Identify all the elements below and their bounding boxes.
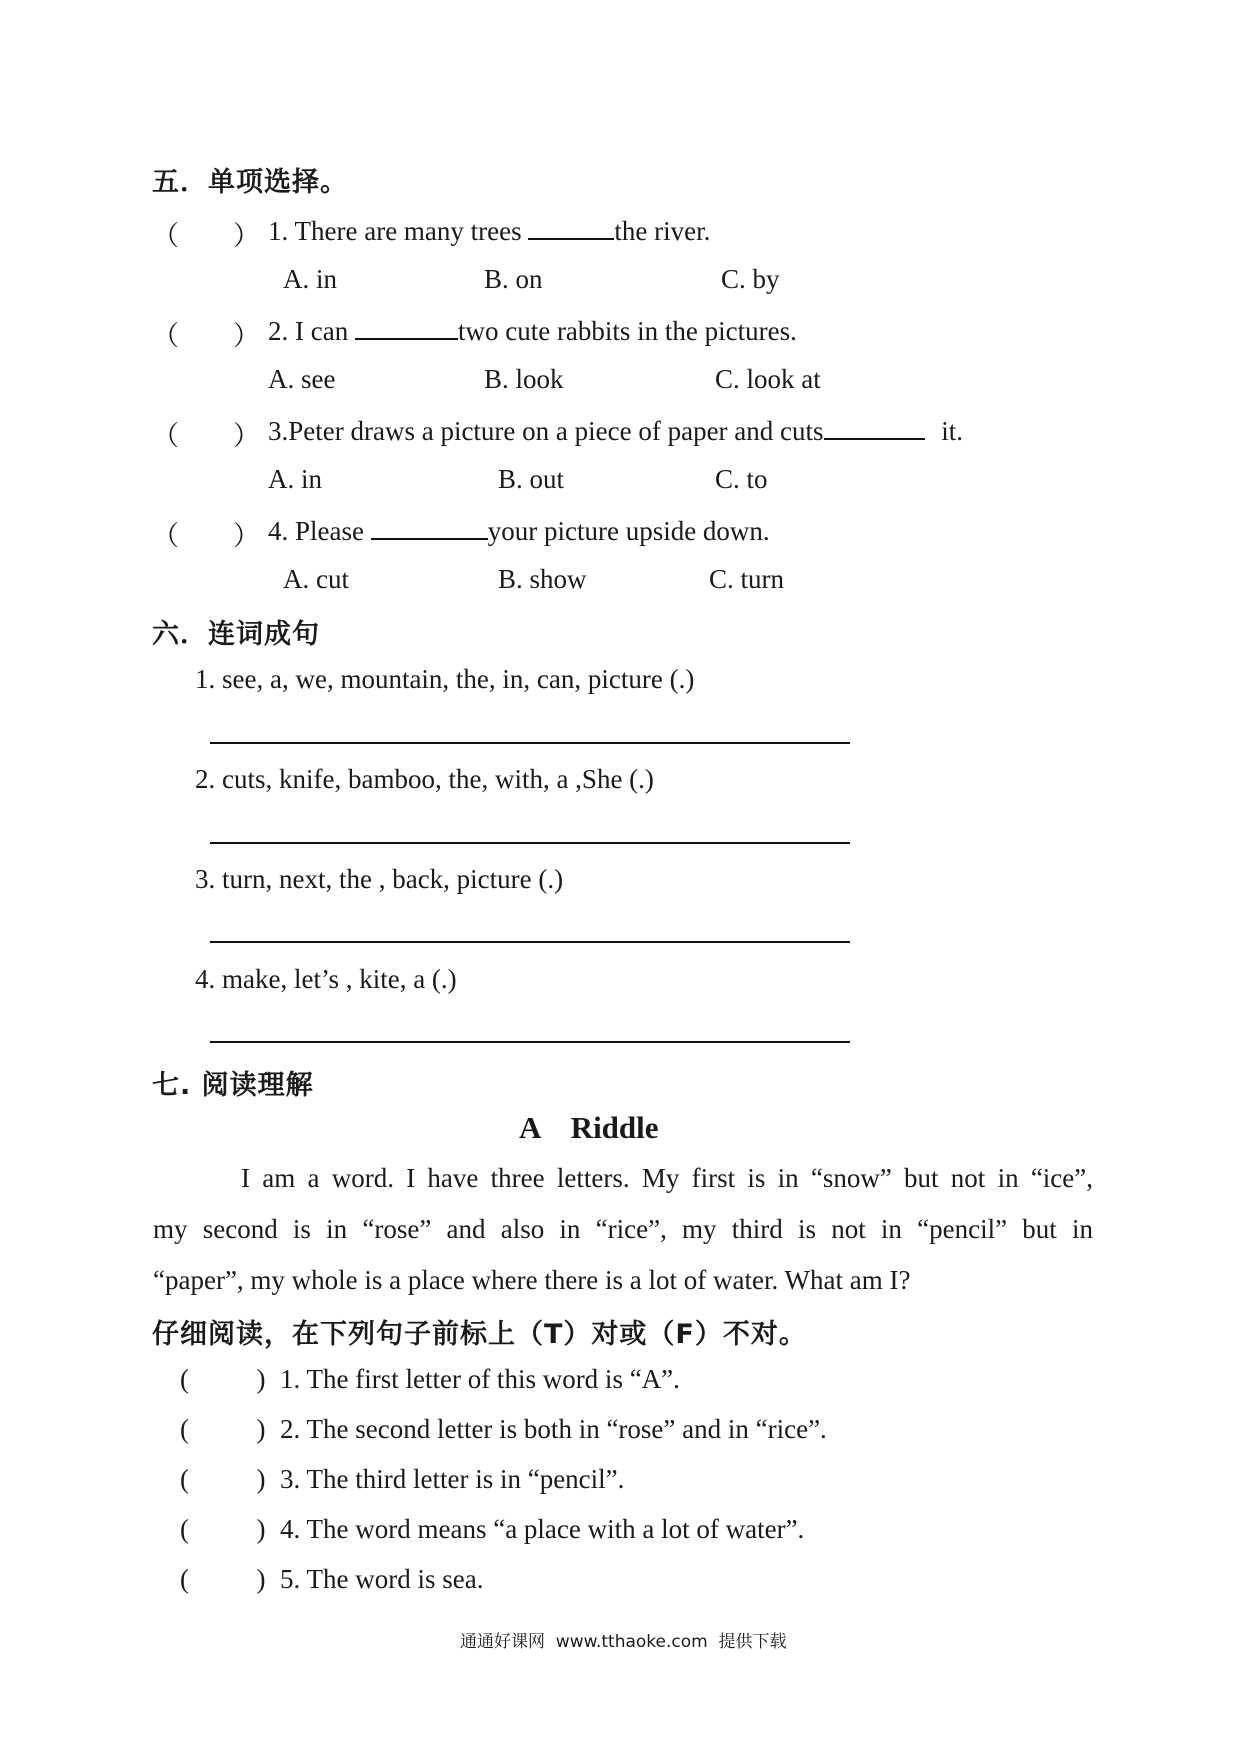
option-b: B. look bbox=[484, 364, 564, 394]
answer-line[interactable] bbox=[210, 941, 850, 943]
tf-statement: 1. The first letter of this word is “A”. bbox=[280, 1364, 680, 1394]
question-text: 3.Peter draws a picture on a piece of paper and cuts bbox=[268, 416, 824, 446]
fill-blank[interactable] bbox=[824, 414, 925, 440]
option-b: B. show bbox=[498, 564, 587, 594]
option-a: A. see bbox=[268, 364, 336, 394]
fill-blank[interactable] bbox=[355, 314, 458, 340]
question-1 bbox=[268, 214, 710, 247]
question-text: it. bbox=[934, 416, 964, 446]
question-4 bbox=[268, 514, 770, 547]
question-text: 1. There are many trees bbox=[268, 216, 529, 246]
tf-instruction: 仔细阅读，在下列句子前标上（T）对或（F）不对。 bbox=[152, 1319, 807, 1350]
fill-blank[interactable] bbox=[371, 514, 488, 540]
question-text: 2. I can bbox=[268, 316, 355, 346]
passage-line: my second is in “rose” and also in “rice”, my third is not in “pencil” but in bbox=[153, 1214, 1093, 1244]
tf-paren[interactable]: ( ) bbox=[180, 1464, 266, 1494]
answer-line[interactable] bbox=[210, 842, 850, 844]
reorder-item-4: 4. make, let’s , kite, a (.) bbox=[195, 964, 457, 994]
tf-statement: 2. The second letter is both in “rose” and in “rice”. bbox=[280, 1414, 827, 1444]
answer-line[interactable] bbox=[210, 1041, 850, 1043]
option-c: C. turn bbox=[709, 564, 785, 594]
tf-statement: 4. The word means “a place with a lot of water”. bbox=[280, 1514, 805, 1544]
tf-paren[interactable]: ( ) bbox=[180, 1564, 266, 1594]
tf-paren[interactable]: ( ) bbox=[180, 1364, 266, 1394]
option-a: A. in bbox=[283, 264, 337, 294]
option-c: C. look at bbox=[715, 364, 821, 394]
option-c: C. to bbox=[715, 464, 768, 494]
page-footer: 通通好课网 www.tthaoke.com 提供下载 bbox=[460, 1632, 787, 1652]
answer-paren[interactable]: （ ） bbox=[152, 421, 260, 451]
option-a: A. in bbox=[268, 464, 322, 494]
answer-line[interactable] bbox=[210, 742, 850, 744]
reorder-item-3: 3. turn, next, the , back, picture (.) bbox=[195, 864, 564, 894]
passage-line: “paper”, my whole is a place where there is a lot of water. What am I? bbox=[153, 1265, 911, 1295]
option-a: A. cut bbox=[283, 564, 349, 594]
option-c: C. by bbox=[721, 264, 780, 294]
option-b: B. on bbox=[484, 264, 543, 294]
question-text: 4. Please bbox=[268, 516, 371, 546]
tf-paren[interactable]: ( ) bbox=[180, 1414, 266, 1444]
question-text: two cute rabbits in the pictures. bbox=[457, 316, 797, 346]
question-2 bbox=[268, 314, 797, 347]
fill-blank[interactable] bbox=[528, 214, 614, 240]
answer-paren[interactable]: （ ） bbox=[152, 521, 260, 551]
passage-title: A Riddle bbox=[519, 1110, 659, 1145]
section-7-heading: 七. 阅读理解 bbox=[152, 1070, 314, 1101]
question-text: the river. bbox=[614, 216, 711, 246]
reorder-item-2: 2. cuts, knife, bamboo, the, with, a ,She (.) bbox=[195, 764, 654, 794]
answer-paren[interactable]: （ ） bbox=[152, 221, 260, 251]
reorder-item-1: 1. see, a, we, mountain, the, in, can, picture (.) bbox=[195, 664, 695, 694]
tf-statement: 3. The third letter is in “pencil”. bbox=[280, 1464, 625, 1494]
tf-statement: 5. The word is sea. bbox=[280, 1564, 484, 1594]
question-text: your picture upside down. bbox=[487, 516, 770, 546]
riddle-passage bbox=[153, 1153, 1093, 1306]
tf-paren[interactable]: ( ) bbox=[180, 1514, 266, 1544]
option-b: B. out bbox=[498, 464, 565, 494]
answer-paren[interactable]: （ ） bbox=[152, 321, 260, 351]
question-3 bbox=[268, 414, 963, 447]
passage-line: I am a word. I have three letters. My first is in “snow” but not in “ice”, bbox=[241, 1163, 1093, 1193]
section-6-heading: 六．连词成句 bbox=[152, 619, 320, 650]
section-5-heading: 五．单项选择。 bbox=[152, 167, 348, 198]
